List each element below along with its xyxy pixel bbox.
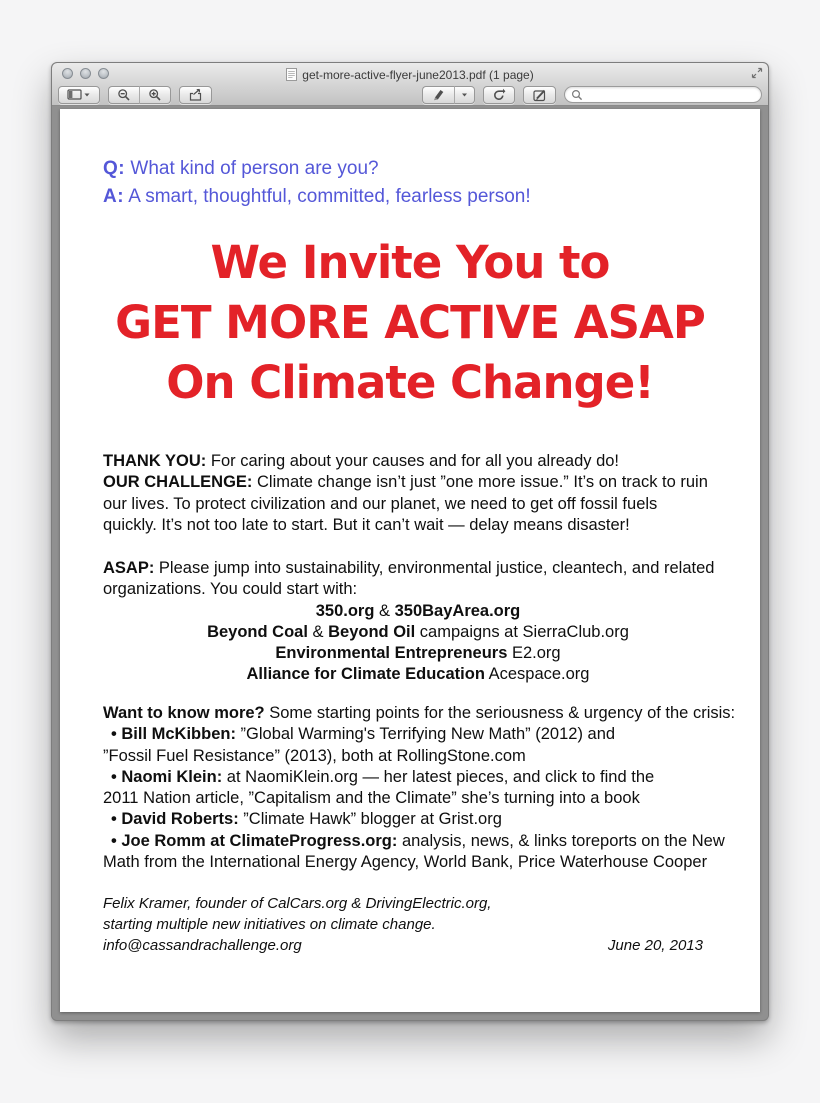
org-tail: E2.org (507, 644, 561, 663)
asap-line-2: organizations. You could start with: (103, 580, 358, 599)
know-more-label: Want to know more? (103, 704, 265, 722)
q-text: What kind of person are you? (125, 158, 379, 179)
traffic-lights (62, 68, 109, 79)
asap-text-1: Please jump into sustainability, environmental justice, cleantech, and related (154, 559, 715, 577)
bullet-text: ”Global Warming's Terrifying New Math” (2012) and (235, 725, 616, 744)
org-name: 350BayArea.org (394, 601, 521, 620)
window-title (286, 68, 533, 82)
close-button[interactable] (62, 68, 73, 79)
magnifier-minus-icon (117, 88, 131, 102)
fullscreen-icon[interactable] (751, 67, 763, 79)
asap-paragraph (103, 558, 733, 686)
thank-you-text: For caring about your causes and for all you already do! (206, 452, 620, 470)
bullet-label: • Bill McKibben: (111, 725, 236, 744)
zoom-button-group (108, 86, 171, 104)
challenge-label: OUR CHALLENGE: (103, 473, 253, 492)
headline-line-3: On Climate Change! (166, 356, 654, 409)
challenge-line-2: our lives. To protect civilization and our planet, we need to get off fossil fuels (103, 494, 658, 513)
bullet-label: • Joe Romm at ClimateProgress.org: (111, 831, 398, 850)
bullet-klein-cont: 2011 Nation article, ”Capitalism and the Climate” she’s turning into a book (103, 789, 640, 808)
window-title-text: get-more-active-flyer-june2013.pdf (1 page) (302, 67, 534, 82)
a-text: A smart, thoughtful, committed, fearless person! (124, 186, 531, 207)
highlight-button-group (422, 86, 475, 104)
preview-window (51, 62, 769, 1021)
asap-label: ASAP: (103, 559, 155, 577)
footer-line-1: Felix Kramer, founder of CalCars.org & DrivingElectric.org, (103, 895, 492, 912)
challenge-text-1: Climate change isn’t just ”one more issue.” It’s on track to ruin (252, 473, 708, 492)
minimize-button[interactable] (80, 68, 91, 79)
pdf-document-icon (286, 68, 297, 81)
footer-line-2: starting multiple new initiatives on climate change. (103, 916, 436, 933)
search-input[interactable] (587, 87, 755, 102)
headline-line-2: GET MORE ACTIVE ASAP (115, 296, 705, 349)
know-more-paragraph (103, 703, 736, 873)
org-line-e2 (103, 643, 733, 664)
footer-email: info@cassandrachallenge.org (103, 937, 302, 954)
search-icon (571, 89, 583, 101)
org-name: 350.org (315, 601, 375, 620)
bullet-text: at NaomiKlein.org — her latest pieces, and click to find the (222, 767, 655, 786)
headline-line-1: We Invite You to (210, 236, 610, 289)
know-more-line (103, 703, 736, 724)
title-bar[interactable] (52, 63, 768, 82)
rotate-left-button[interactable] (483, 86, 515, 104)
share-icon (188, 88, 203, 102)
challenge-line-1 (103, 472, 733, 493)
chevron-down-icon (460, 88, 469, 101)
pdf-page (60, 109, 760, 1012)
zoom-out-button[interactable] (108, 86, 139, 104)
bullet-mckibben (103, 724, 733, 745)
bullet-klein (103, 767, 733, 788)
org-line-ace (103, 664, 733, 685)
highlighter-icon (431, 88, 446, 101)
markup-toolbar-button[interactable] (523, 86, 556, 104)
zoom-in-button[interactable] (139, 86, 171, 104)
org-name: Environmental Entrepreneurs (275, 644, 508, 663)
share-button[interactable] (179, 86, 212, 104)
challenge-line-3: quickly. It’s not too late to start. But it can’t wait — delay means disaster! (103, 515, 630, 534)
q-label: Q: (103, 158, 126, 179)
footer-date: June 20, 2013 (607, 937, 703, 954)
window-chrome (52, 63, 768, 106)
bullet-romm-cont: Math from the International Energy Agency, World Bank, Price Waterhouse Cooper (103, 853, 708, 872)
magnifier-plus-icon (148, 88, 162, 102)
thank-you-label: THANK YOU: (103, 452, 207, 470)
org-name: Alliance for Climate Education (246, 665, 485, 684)
footer-block (103, 893, 703, 956)
qa-question-line (103, 155, 733, 183)
org-tail: Acespace.org (484, 665, 590, 684)
org-sep: & (374, 601, 395, 620)
highlight-dropdown-button[interactable] (454, 86, 475, 104)
footer-line-3 (103, 935, 703, 956)
bullet-romm (103, 831, 733, 852)
org-name: Beyond Coal (207, 622, 308, 641)
pdf-content-area[interactable] (52, 106, 768, 1020)
pencil-square-icon (532, 88, 547, 102)
thankyou-challenge-paragraph (103, 451, 733, 536)
asap-line-1 (103, 558, 733, 579)
headline (60, 233, 760, 413)
qa-answer-line (103, 183, 733, 211)
qa-block (103, 155, 733, 211)
bullet-label: • Naomi Klein: (111, 767, 223, 786)
rotate-left-icon (492, 88, 506, 102)
org-tail: campaigns at SierraClub.org (415, 622, 629, 641)
org-line-beyond (103, 622, 733, 643)
bullet-label: • David Roberts: (111, 810, 239, 829)
org-line-350 (103, 601, 733, 622)
view-menu-button[interactable] (58, 86, 100, 104)
bullet-text: ”Climate Hawk” blogger at Grist.org (238, 810, 502, 829)
highlight-button[interactable] (422, 86, 454, 104)
thank-you-line (103, 451, 733, 472)
org-name: Beyond Oil (328, 622, 416, 641)
search-field[interactable] (564, 86, 762, 103)
sidebar-view-icon (67, 88, 83, 101)
zoom-window-button[interactable] (98, 68, 109, 79)
org-sep: & (307, 622, 329, 641)
bullet-roberts (103, 809, 733, 830)
bullet-mckibben-cont: ”Fossil Fuel Resistance” (2013), both at RollingStone.com (103, 746, 526, 765)
a-label: A: (103, 186, 125, 207)
toolbar (52, 83, 768, 106)
know-more-text: Some starting points for the seriousness & urgency of the crisis: (264, 704, 736, 722)
bullet-text: analysis, news, & links toreports on the New (397, 831, 725, 850)
chevron-down-icon (83, 88, 91, 101)
